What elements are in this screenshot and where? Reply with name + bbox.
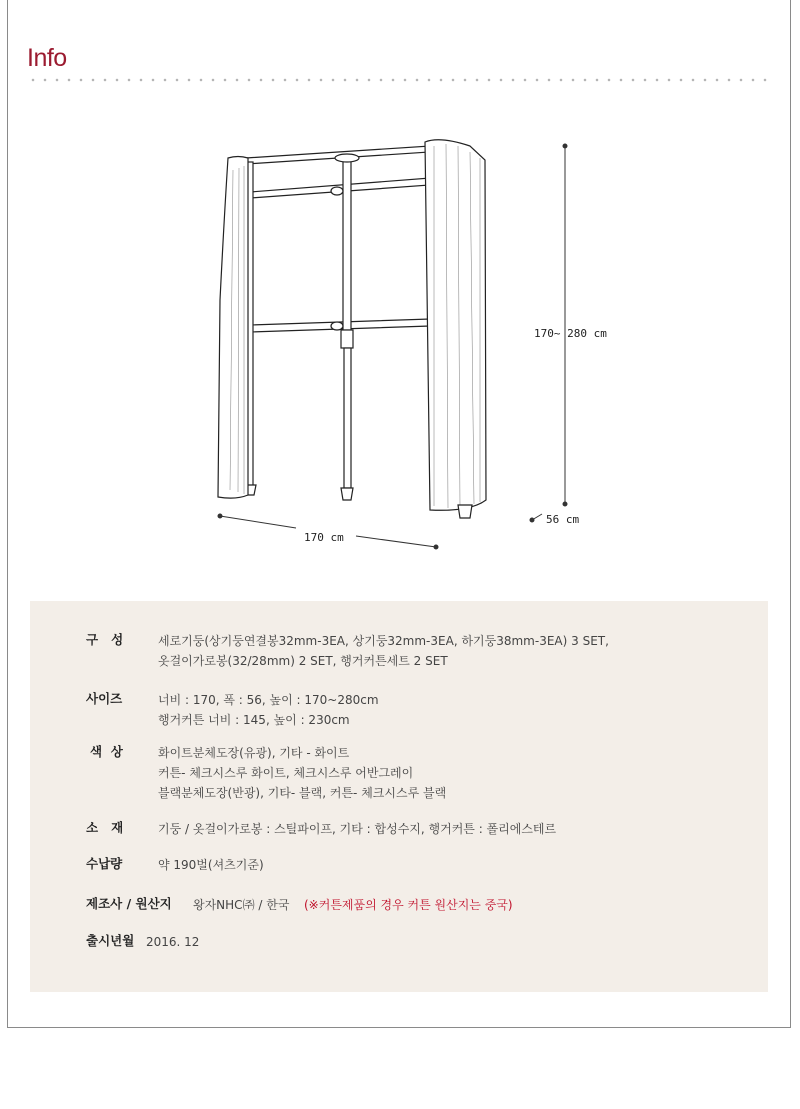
spec-release-label: 출시년월 bbox=[86, 933, 135, 948]
page-title: Info bbox=[27, 44, 67, 72]
spec-maker-label: 제조사 / 원산지 bbox=[86, 896, 172, 911]
spec-color-label: 색 상 bbox=[90, 744, 123, 759]
spec-composition-line-1: 세로기둥(상기둥연결봉32mm-3EA, 상기둥32mm-3EA, 하기둥38mm-3EA) 3 SET, bbox=[158, 634, 609, 648]
spec-maker-note: (※커튼제품의 경우 커튼 원산지는 중국) bbox=[304, 898, 513, 912]
spec-capacity-value: 약 190벌(셔츠기준) bbox=[158, 858, 264, 872]
spec-color-line-2: 커튼- 체크시스루 화이트, 체크시스루 어반그레이 bbox=[158, 766, 414, 780]
dotted-divider bbox=[27, 78, 772, 82]
spec-material-value: 기둥 / 옷걸이가로봉 : 스틸파이프, 기타 : 합성수지, 행거커튼 : 폴리에스테르 bbox=[158, 822, 557, 836]
spec-capacity-label: 수납량 bbox=[86, 856, 123, 871]
product-illustration bbox=[0, 100, 800, 570]
spec-material-label: 소 재 bbox=[86, 820, 124, 835]
spec-maker-value: 왕자NHC㈜ / 한국 bbox=[193, 898, 290, 912]
spec-size-label: 사이즈 bbox=[86, 691, 123, 706]
spec-release-value: 2016. 12 bbox=[146, 935, 200, 949]
width-label: 170 cm bbox=[304, 531, 344, 544]
depth-label: 56 cm bbox=[546, 513, 580, 526]
spec-table bbox=[30, 601, 768, 992]
spec-color-line-3: 블랙분체도장(반광), 기타- 블랙, 커튼- 체크시스루 블랙 bbox=[158, 786, 447, 800]
spec-composition-line-2: 옷걸이가로봉(32/28mm) 2 SET, 행거커튼세트 2 SET bbox=[158, 654, 448, 668]
spec-color-line-1: 화이트분체도장(유광), 기타 - 화이트 bbox=[158, 746, 350, 760]
height-label: 170~ 280 cm bbox=[534, 327, 607, 340]
spec-size-line-2: 행거커튼 너비 : 145, 높이 : 230cm bbox=[158, 713, 350, 727]
spec-size-line-1: 너비 : 170, 폭 : 56, 높이 : 170~280cm bbox=[158, 693, 379, 707]
spec-composition-label: 구 성 bbox=[86, 632, 124, 647]
